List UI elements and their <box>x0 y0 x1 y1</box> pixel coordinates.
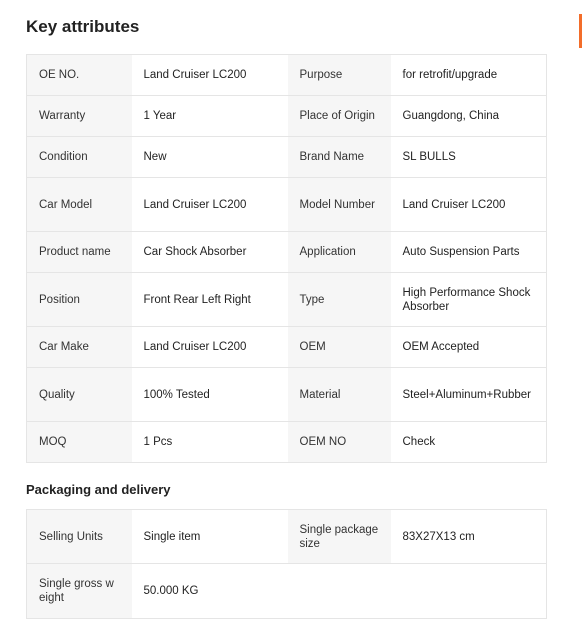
attr-value: Land Cruiser LC200 <box>391 178 547 232</box>
attr-label: Brand Name <box>288 137 391 178</box>
attr-row <box>27 368 547 422</box>
attr-value: OEM Accepted <box>391 327 547 368</box>
attr-value: for retrofit/upgrade <box>391 55 547 96</box>
attr-value: 83X27X13 cm <box>391 510 547 564</box>
attr-row <box>27 564 547 619</box>
attr-label: Place of Origin <box>288 96 391 137</box>
attr-label: Application <box>288 232 391 273</box>
attr-label: Model Number <box>288 178 391 232</box>
attr-value: High Performance Shock Absorber <box>391 273 547 327</box>
key-attributes-title: Key attributes <box>26 17 140 36</box>
attr-label: Condition <box>27 137 132 178</box>
attr-value: Land Cruiser LC200 <box>132 327 288 368</box>
key-attributes-table <box>26 54 547 463</box>
empty-cell <box>288 564 391 619</box>
attr-label: Position <box>27 273 132 327</box>
attr-value: 50.000 KG <box>132 564 288 619</box>
empty-cell <box>391 564 547 619</box>
attr-row <box>27 55 547 96</box>
attr-row <box>27 273 547 327</box>
attr-label: Single gross weight <box>27 564 132 619</box>
attr-row <box>27 137 547 178</box>
attr-value: Single item <box>132 510 288 564</box>
attr-value: Land Cruiser LC200 <box>132 178 288 232</box>
attr-value: New <box>132 137 288 178</box>
attr-value: 1 Year <box>132 96 288 137</box>
packaging-table <box>26 509 547 619</box>
attr-label: Quality <box>27 368 132 422</box>
attr-label: MOQ <box>27 422 132 463</box>
attr-value: Steel+Aluminum+Rubber <box>391 368 547 422</box>
attr-label: Material <box>288 368 391 422</box>
attr-label: Selling Units <box>27 510 132 564</box>
attr-label: Warranty <box>27 96 132 137</box>
attr-value: Auto Suspension Parts <box>391 232 547 273</box>
attr-label: OE NO. <box>27 55 132 96</box>
attr-row <box>27 96 547 137</box>
attr-value: 1 Pcs <box>132 422 288 463</box>
attr-label: Car Model <box>27 178 132 232</box>
packaging-title: Packaging and delivery <box>26 482 171 497</box>
attr-label: Product name <box>27 232 132 273</box>
attr-row <box>27 327 547 368</box>
attr-row <box>27 422 547 463</box>
attr-value: 100% Tested <box>132 368 288 422</box>
attr-value: Check <box>391 422 547 463</box>
attr-value: Guangdong, China <box>391 96 547 137</box>
attr-value: SL BULLS <box>391 137 547 178</box>
attr-label: OEM <box>288 327 391 368</box>
attr-label: Purpose <box>288 55 391 96</box>
attr-row <box>27 178 547 232</box>
attr-row <box>27 232 547 273</box>
attr-label: OEM NO <box>288 422 391 463</box>
attr-value: Land Cruiser LC200 <box>132 55 288 96</box>
attr-label: Single package size <box>288 510 391 564</box>
attr-label: Type <box>288 273 391 327</box>
attr-label: Car Make <box>27 327 132 368</box>
attr-value: Car Shock Absorber <box>132 232 288 273</box>
attr-row <box>27 510 547 564</box>
attr-value: Front Rear Left Right <box>132 273 288 327</box>
